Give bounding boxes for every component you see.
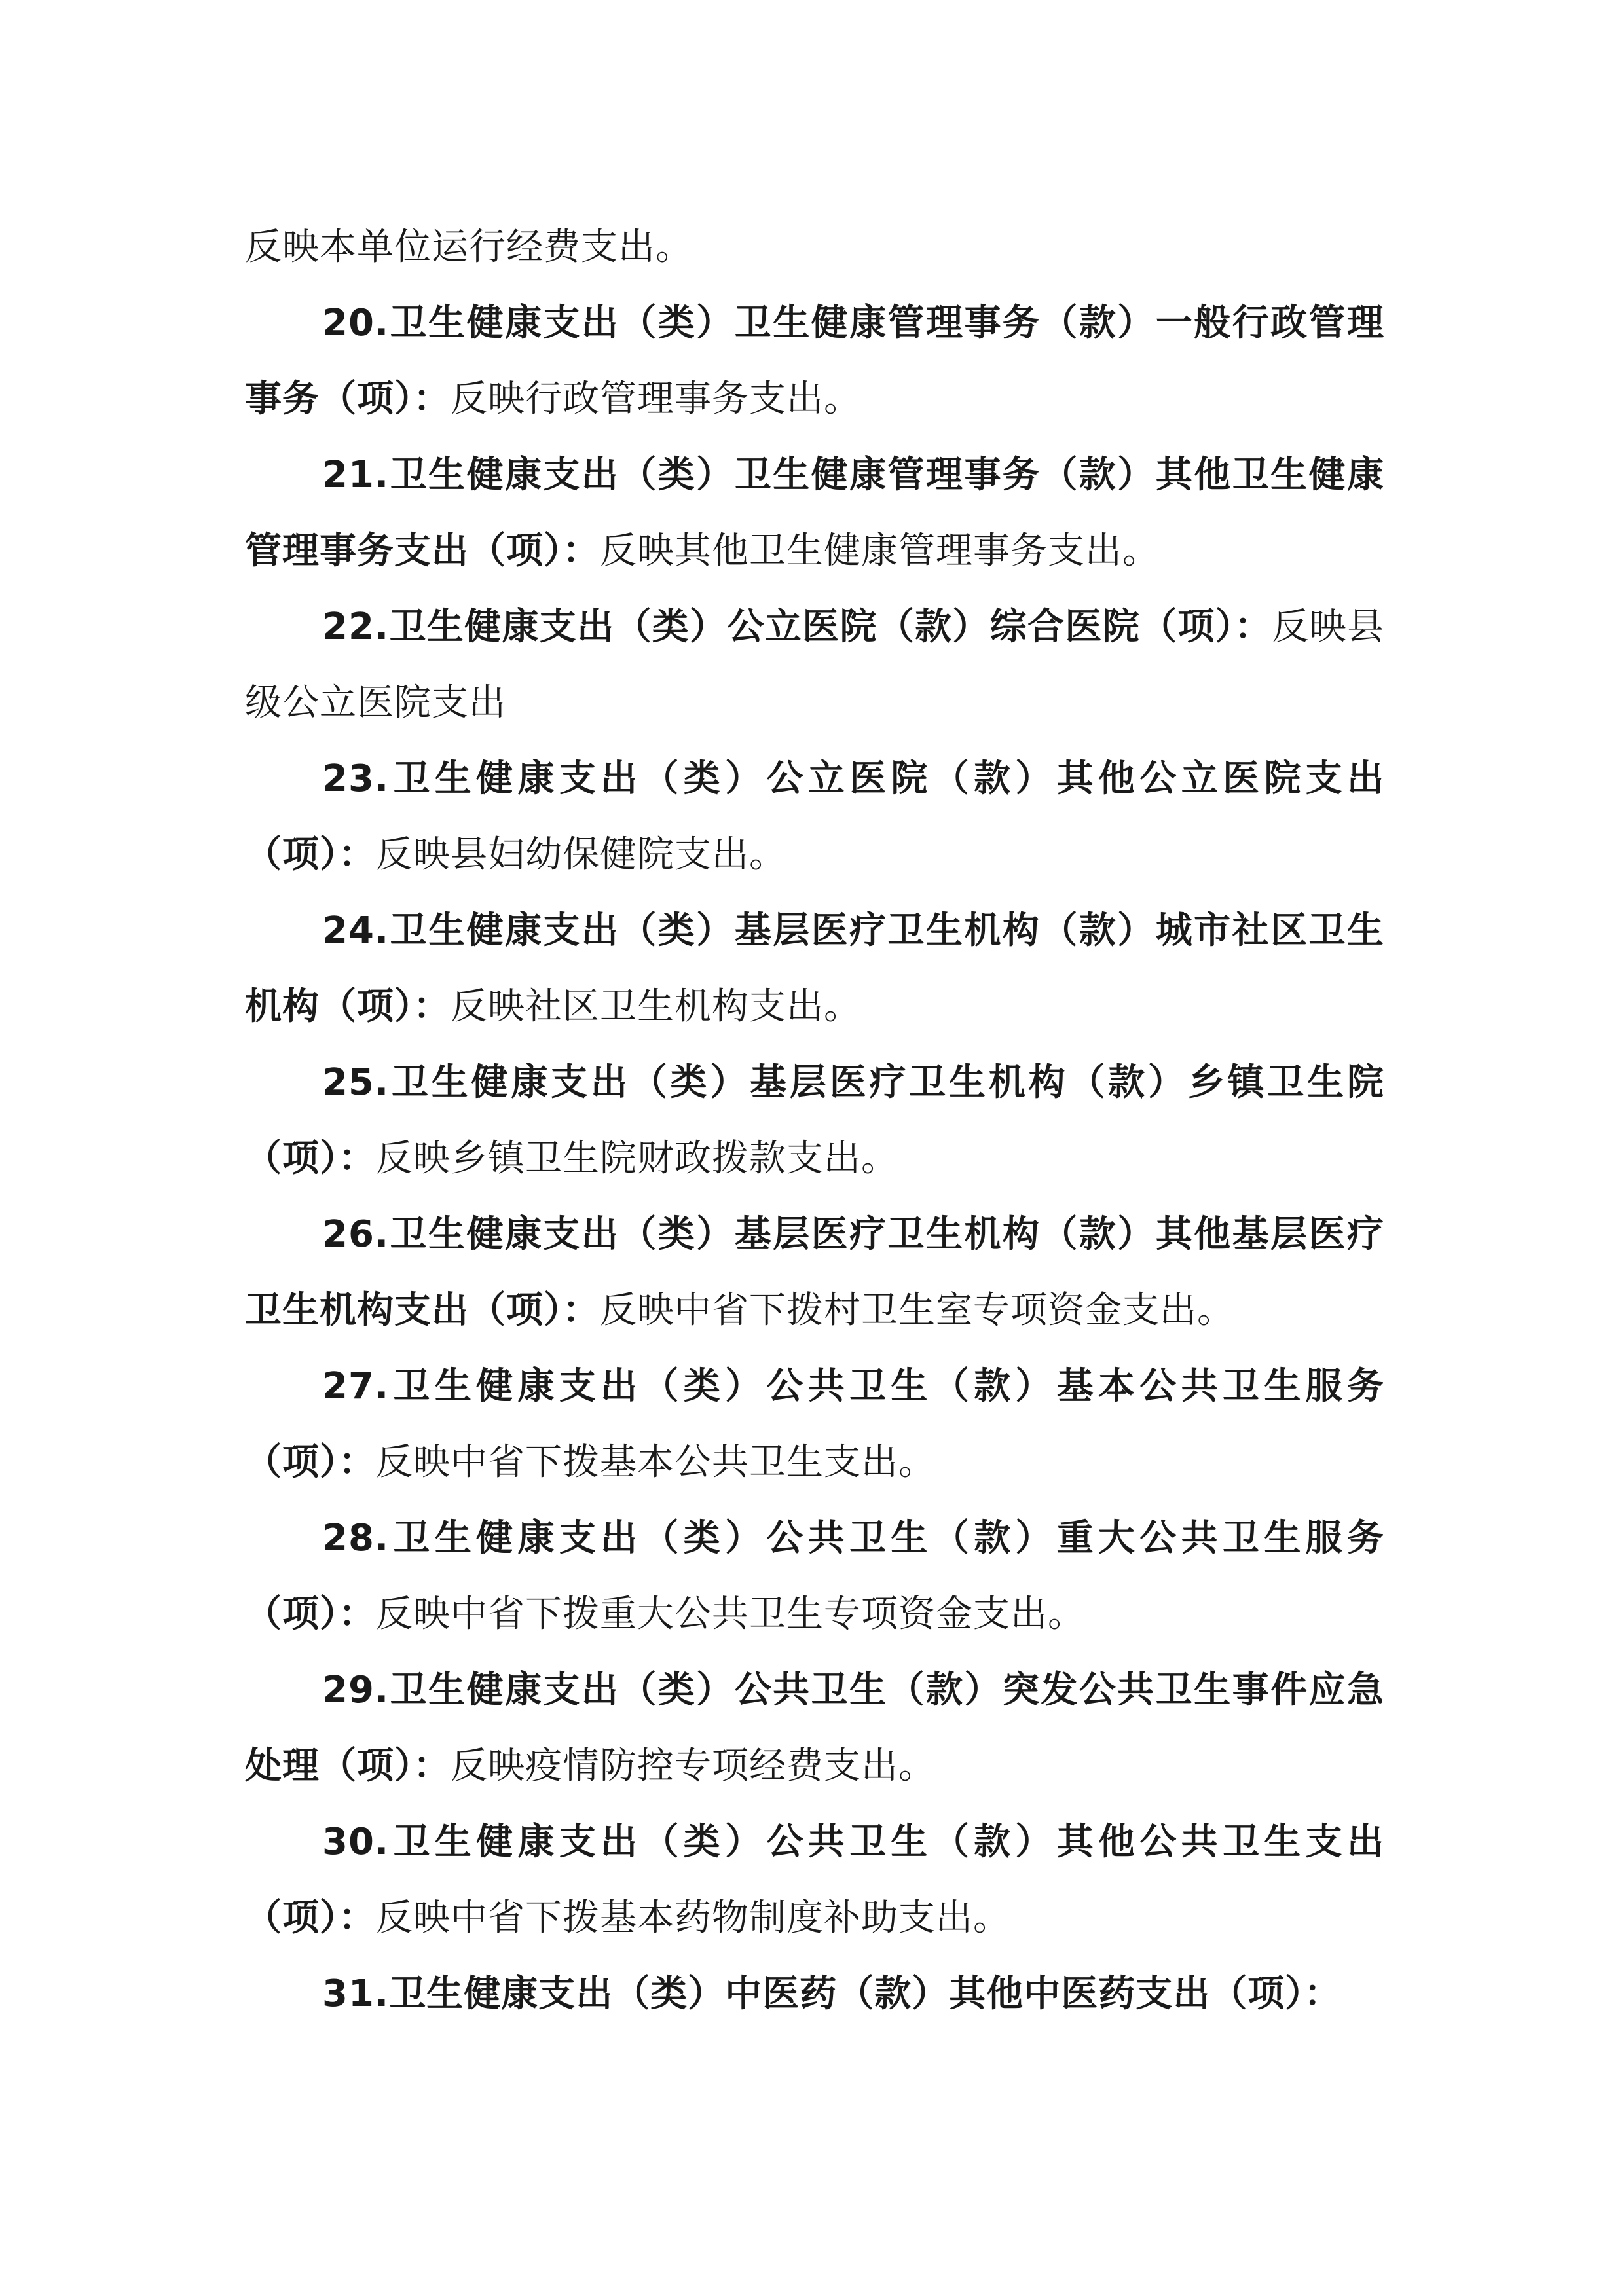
item-heading: 20.卫生健康支出（类）卫生健康管理事务（款）一般行政管理事务（项）： (245, 302, 1384, 420)
item-paragraph-20 (245, 285, 1384, 437)
item-heading: 27.卫生健康支出（类）公共卫生（款）基本公共卫生服务（项）： (245, 1365, 1384, 1484)
item-paragraph-24 (245, 893, 1384, 1045)
item-description: 反映中省下拨基本公共卫生支出。 (376, 1441, 936, 1484)
item-paragraph-30 (245, 1804, 1384, 1956)
document-body (245, 210, 1384, 2032)
item-heading: 31.卫生健康支出（类）中医药（款）其他中医药支出（项）： (322, 1973, 1342, 2015)
item-description: 反映中省下拨村卫生室专项资金支出。 (600, 1289, 1234, 1332)
item-description: 反映县妇幼保健院支出。 (376, 833, 786, 876)
item-paragraph-26 (245, 1197, 1384, 1349)
item-paragraph-23 (245, 741, 1384, 893)
item-heading: 26.卫生健康支出（类）基层医疗卫生机构（款）其他基层医疗卫生机构支出（项）： (245, 1213, 1384, 1332)
item-heading: 23.卫生健康支出（类）公立医院（款）其他公立医院支出（项）： (245, 757, 1384, 876)
item-paragraph-22 (245, 589, 1384, 741)
item-heading: 30.卫生健康支出（类）公共卫生（款）其他公共卫生支出（项）： (245, 1821, 1384, 1939)
item-paragraph-28 (245, 1501, 1384, 1652)
item-paragraph-21 (245, 437, 1384, 589)
item-heading: 24.卫生健康支出（类）基层医疗卫生机构（款）城市社区卫生机构（项）： (245, 909, 1384, 1028)
item-description: 反映乡镇卫生院财政拨款支出。 (376, 1137, 898, 1180)
lead-paragraph: 反映本单位运行经费支出。 (245, 226, 693, 268)
item-description: 反映县级公立医院支出 (245, 606, 1385, 724)
item-heading: 29.卫生健康支出（类）公共卫生（款）突发公共卫生事件应急处理（项）： (245, 1669, 1384, 1787)
item-paragraph-31 (245, 1956, 1384, 2032)
item-paragraph-27 (245, 1349, 1384, 1501)
item-description: 反映其他卫生健康管理事务支出。 (600, 530, 1160, 572)
item-paragraph-25 (245, 1045, 1384, 1197)
item-description: 反映社区卫生机构支出。 (451, 985, 861, 1028)
item-heading: 21.卫生健康支出（类）卫生健康管理事务（款）其他卫生健康管理事务支出（项）： (245, 454, 1384, 572)
item-heading: 28.卫生健康支出（类）公共卫生（款）重大公共卫生服务（项）： (245, 1517, 1384, 1635)
item-description: 反映疫情防控专项经费支出。 (451, 1745, 936, 1787)
item-description: 反映中省下拨基本药物制度补助支出。 (376, 1897, 1010, 1939)
item-description: 反映中省下拨重大公共卫生专项资金支出。 (376, 1593, 1085, 1635)
item-heading: 25.卫生健康支出（类）基层医疗卫生机构（款）乡镇卫生院（项）： (245, 1061, 1384, 1180)
item-paragraph-29 (245, 1652, 1384, 1804)
item-description: 反映行政管理事务支出。 (451, 378, 861, 420)
item-heading: 22.卫生健康支出（类）公立医院（款）综合医院（项）： (322, 606, 1272, 648)
